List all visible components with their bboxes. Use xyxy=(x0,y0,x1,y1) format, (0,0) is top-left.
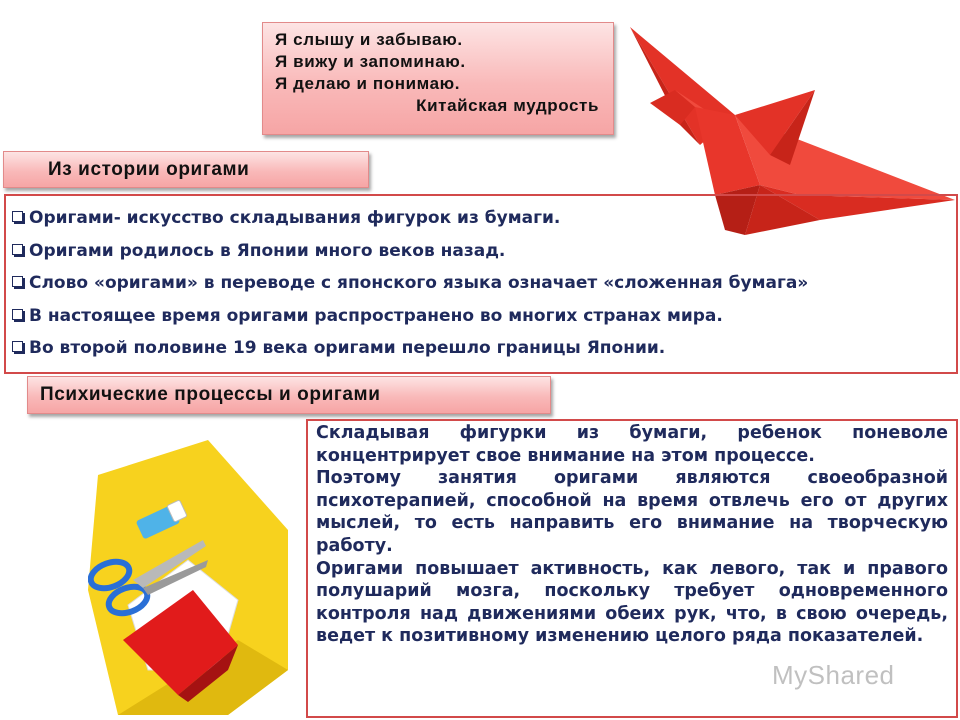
quote-line: Я вижу и запоминаю. xyxy=(275,52,466,71)
quote-source: Китайская мудрость xyxy=(416,96,599,115)
list-item xyxy=(12,202,808,235)
list-item xyxy=(12,267,808,300)
colored-paper-scissors-image xyxy=(88,440,308,720)
list-item-text: Оригами- искусство складывания фигурок из бумаги. xyxy=(29,208,561,228)
quote-line: Я делаю и понимаю. xyxy=(275,74,461,93)
psych-text-block xyxy=(316,422,948,648)
checkbox-bullet-icon xyxy=(12,211,23,222)
watermark-text: MyShared xyxy=(772,660,895,690)
checkbox-bullet-icon xyxy=(12,276,23,287)
checkbox-bullet-icon xyxy=(12,309,23,320)
quote-box xyxy=(262,22,614,135)
list-item xyxy=(12,300,808,333)
list-item-text: В настоящее время оригами распространено во многих странах мира. xyxy=(29,305,723,326)
psych-paragraph: Складывая фигурки из бумаги, ребенок поневоле концентрирует свое внимание на этом процессе. xyxy=(316,423,948,466)
quote-line: Я слышу и забываю. xyxy=(275,30,463,49)
checkbox-bullet-icon xyxy=(12,341,23,352)
list-item-text: Слово «оригами» в переводе с японского языка означает «сложенная бумага» xyxy=(29,273,809,293)
history-list xyxy=(12,202,808,365)
list-item xyxy=(12,235,808,268)
list-item-text: Оригами родилось в Японии много веков назад. xyxy=(29,240,506,261)
psych-paragraph: Поэтому занятия оригами являются своеобразной психотерапией, способной на время отвлечь его от других мыслей, то есть направить его внимание на творческую работу. xyxy=(316,468,948,556)
history-section-title: Из истории оригами xyxy=(3,151,369,188)
checkbox-bullet-icon xyxy=(12,244,23,255)
psych-section-title: Психические процессы и оригами xyxy=(27,376,551,414)
list-item xyxy=(12,332,808,365)
list-item-text: Во второй половине 19 века оригами перешло границы Японии. xyxy=(29,338,666,358)
psych-paragraph: Оригами повышает активность, как левого, так и правого полушарий мозга, поскольку требует одновременного контроля над движениями обеих рук, что, в свою очередь, ведет к позитивному изменению целого ряда показателей. xyxy=(316,558,948,647)
